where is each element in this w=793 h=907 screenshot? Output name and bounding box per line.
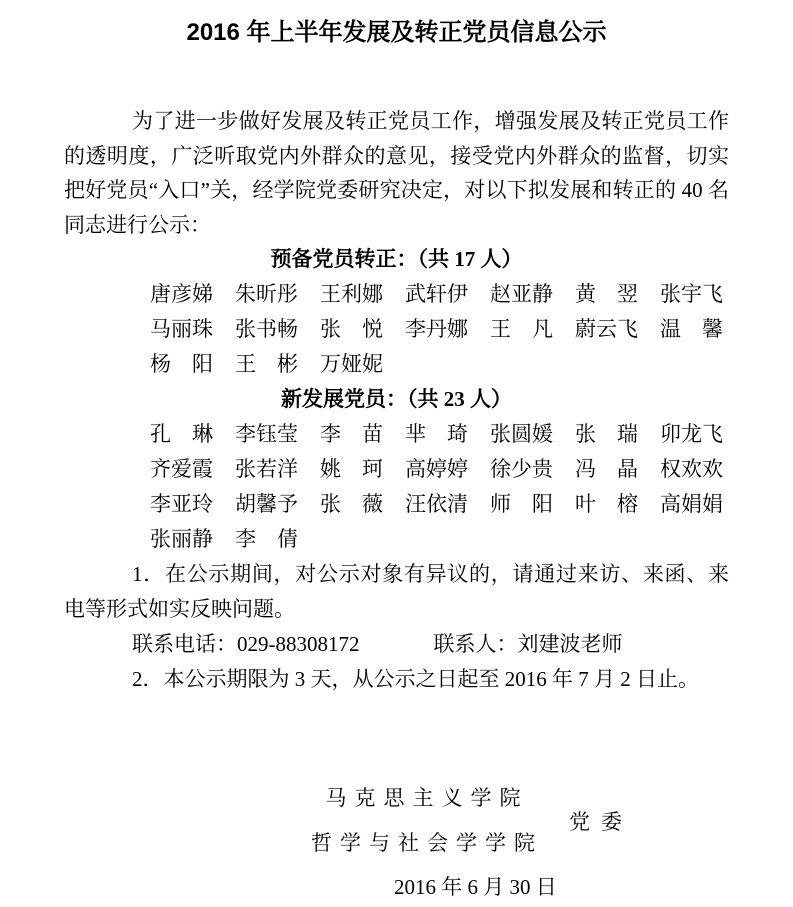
person-name: 李亚玲 [150,492,213,517]
signature-org-line1: 马克思主义学院 [325,786,529,811]
signature-org-lines [311,776,543,866]
person-name: 高娟娟 [660,492,723,517]
contact-person-name: 刘建波老师 [517,631,623,656]
person-name: 李钰莹 [235,422,298,447]
person-name: 芈 琦 [405,422,468,447]
person-name: 张圆媛 [490,422,553,447]
name-row [64,522,729,557]
person-name: 叶 榕 [575,492,638,517]
person-name: 王利娜 [320,282,383,307]
person-name: 张书畅 [235,317,298,342]
person-name: 李 苗 [320,422,383,447]
person-name: 胡馨予 [235,492,298,517]
contact-person-label: 联系人： [433,631,518,656]
contact-phone-label: 联系电话： [132,631,237,656]
person-name: 孔 琳 [150,422,213,447]
person-name: 蔚云飞 [575,317,638,342]
person-name: 张 悦 [320,317,383,342]
signature-date: 2016 年 6 月 30 日 [394,875,557,900]
name-row [64,452,729,487]
person-name: 权欢欢 [660,457,723,482]
person-name: 张宇飞 [660,282,723,307]
person-name: 黄 翌 [575,282,638,307]
person-name: 赵亚静 [490,282,553,307]
person-name: 唐彦娣 [150,282,213,307]
section-new-members [64,382,729,557]
person-name: 马丽珠 [150,317,213,342]
section-probationary-members [64,242,729,382]
person-name: 卯龙飞 [660,422,723,447]
contact-phone-number: 029-88308172 [237,631,360,656]
intro-paragraph: 为了进一步做好发展及转正党员工作，增强发展及转正党员工作的透明度，广泛听取党内外群众的意见，接受党内外群众的监督，切实把好党员“入口”关，经学院党委研究决定，对以下拟发展和转正的 40 名同志进行公示： [64,109,729,237]
notice-deadline: 2．本公示期限为 3 天，从公示之日起至 2016 年 7 月 2 日止。 [132,666,699,691]
person-name: 李丹娜 [405,317,468,342]
page-title: 2016 年上半年发展及转正党员信息公示 [186,19,607,46]
contact-person [434,627,623,662]
name-row [64,487,729,522]
person-name: 王 凡 [490,317,553,342]
person-name: 师 阳 [490,492,553,517]
person-name: 李 倩 [235,527,298,552]
section-header-new-members: 新发展党员：（共 23 人） [281,387,512,412]
contact-phone [132,627,360,662]
person-name: 王 彬 [235,352,298,377]
person-name: 杨 阳 [150,352,213,377]
person-name: 齐爱霞 [150,457,213,482]
name-row [64,312,729,347]
person-name: 万娅妮 [320,352,383,377]
person-name: 徐少贵 [490,457,553,482]
person-name: 高婷婷 [405,457,468,482]
person-name: 冯 晶 [575,457,638,482]
name-row [64,347,729,382]
person-name: 张 瑞 [575,422,638,447]
person-name: 张丽静 [150,527,213,552]
signature-committee: 党委 [569,810,633,835]
person-name: 朱昕彤 [235,282,298,307]
person-name: 姚 珂 [320,457,383,482]
person-name: 张若洋 [235,457,298,482]
name-row [64,417,729,452]
person-name: 武轩伊 [405,282,468,307]
name-row [64,277,729,312]
notice-objection: 1．在公示期间，对公示对象有异议的，请通过来访、来函、来电等形式如实反映问题。 [64,562,729,621]
person-name: 温 馨 [660,317,723,342]
section-header-probationary: 预备党员转正：（共 17 人） [270,247,523,272]
person-name: 汪依清 [405,492,468,517]
signature-block [311,776,633,866]
person-name: 张 薇 [320,492,383,517]
contact-line [64,627,729,662]
signature-org-line2: 哲学与社会学学院 [311,831,543,856]
